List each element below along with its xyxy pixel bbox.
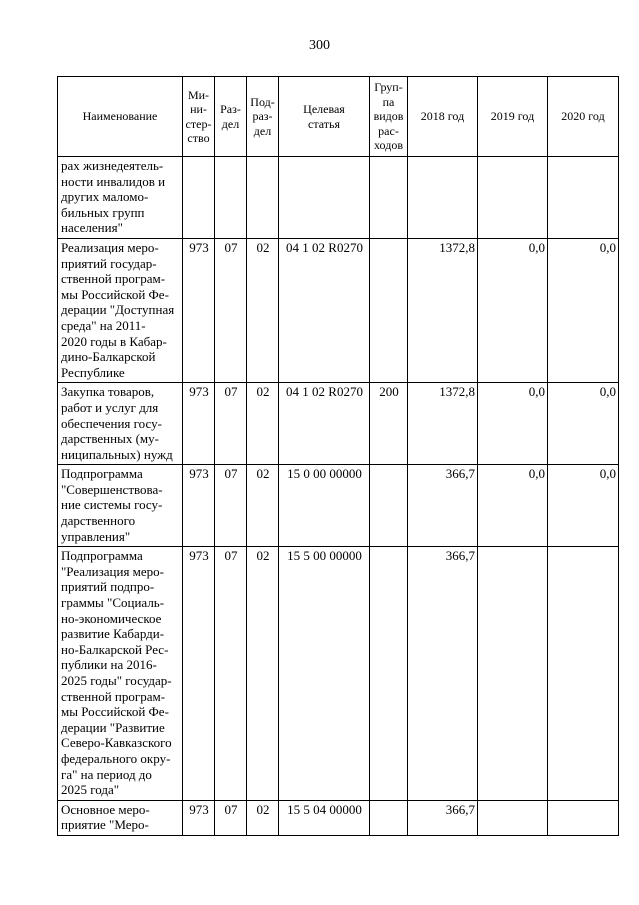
table-row bbox=[58, 547, 619, 801]
cell-2019: 0,0 bbox=[478, 465, 548, 547]
cell-target: 15 5 00 00000 bbox=[279, 547, 370, 801]
header-group: Груп- па видов рас- ходов bbox=[370, 77, 408, 157]
cell-group bbox=[370, 238, 408, 382]
cell-2019: 0,0 bbox=[478, 383, 548, 465]
cell-section: 07 bbox=[215, 238, 247, 382]
cell-subsection: 02 bbox=[247, 465, 279, 547]
cell-subsection: 02 bbox=[247, 547, 279, 801]
header-name: Наименование bbox=[58, 77, 183, 157]
header-2020: 2020 год bbox=[548, 77, 619, 157]
cell-section bbox=[215, 157, 247, 239]
cell-target: 15 0 00 00000 bbox=[279, 465, 370, 547]
header-row bbox=[58, 77, 619, 157]
budget-table bbox=[57, 76, 619, 836]
header-ministry: Ми- ни- стер- ство bbox=[183, 77, 215, 157]
cell-subsection: 02 bbox=[247, 800, 279, 835]
cell-2019 bbox=[478, 547, 548, 801]
cell-subsection bbox=[247, 157, 279, 239]
cell-section: 07 bbox=[215, 800, 247, 835]
cell-group bbox=[370, 547, 408, 801]
cell-2018: 366,7 bbox=[408, 547, 478, 801]
cell-2020: 0,0 bbox=[548, 238, 619, 382]
cell-2018: 366,7 bbox=[408, 800, 478, 835]
cell-target: 04 1 02 R0270 bbox=[279, 383, 370, 465]
cell-ministry: 973 bbox=[183, 383, 215, 465]
table-row bbox=[58, 157, 619, 239]
cell-ministry: 973 bbox=[183, 238, 215, 382]
cell-ministry: 973 bbox=[183, 800, 215, 835]
cell-ministry bbox=[183, 157, 215, 239]
cell-2018 bbox=[408, 157, 478, 239]
page-number: 300 bbox=[309, 38, 330, 53]
cell-section: 07 bbox=[215, 547, 247, 801]
cell-2018: 1372,8 bbox=[408, 238, 478, 382]
cell-ministry: 973 bbox=[183, 465, 215, 547]
cell-subsection: 02 bbox=[247, 238, 279, 382]
table-row bbox=[58, 383, 619, 465]
cell-section: 07 bbox=[215, 383, 247, 465]
cell-2020 bbox=[548, 547, 619, 801]
cell-group bbox=[370, 157, 408, 239]
cell-name: Подпрограмма "Совершенствова- ние системы госу- дарственного управления" bbox=[58, 465, 183, 547]
cell-subsection: 02 bbox=[247, 383, 279, 465]
cell-ministry: 973 bbox=[183, 547, 215, 801]
table-row bbox=[58, 238, 619, 382]
table-row bbox=[58, 465, 619, 547]
cell-target: 15 5 04 00000 bbox=[279, 800, 370, 835]
cell-2019 bbox=[478, 157, 548, 239]
cell-2019: 0,0 bbox=[478, 238, 548, 382]
cell-name: Закупка товаров, работ и услуг для обеспечения госу- дарственных (му- ниципальных) нужд bbox=[58, 383, 183, 465]
header-2019: 2019 год bbox=[478, 77, 548, 157]
cell-2019 bbox=[478, 800, 548, 835]
cell-target: 04 1 02 R0270 bbox=[279, 238, 370, 382]
header-subsection: Под- раз- дел bbox=[247, 77, 279, 157]
header-2018: 2018 год bbox=[408, 77, 478, 157]
cell-2020: 0,0 bbox=[548, 383, 619, 465]
cell-name: рах жизнедеятель- ности инвалидов и других маломо- бильных групп населения" bbox=[58, 157, 183, 239]
cell-2018: 1372,8 bbox=[408, 383, 478, 465]
cell-2020: 0,0 bbox=[548, 465, 619, 547]
cell-2020 bbox=[548, 157, 619, 239]
cell-name: Основное меро- приятие "Меро- bbox=[58, 800, 183, 835]
cell-group bbox=[370, 465, 408, 547]
cell-group: 200 bbox=[370, 383, 408, 465]
cell-2020 bbox=[548, 800, 619, 835]
header-section: Раз- дел bbox=[215, 77, 247, 157]
cell-name: Подпрограмма "Реализация меро- приятий подпро- граммы "Социаль- но-экономическое развитие Кабарди- но-Балкарской Рес- публики на 2016- 2025 годы" государ- ственной програм- мы Российской Фе- дерации "Развитие Северо-Кавказского федерального окру- га" на период до 2025 года" bbox=[58, 547, 183, 801]
cell-2018: 366,7 bbox=[408, 465, 478, 547]
table-row bbox=[58, 800, 619, 835]
header-target: Целевая статья bbox=[279, 77, 370, 157]
cell-target bbox=[279, 157, 370, 239]
cell-section: 07 bbox=[215, 465, 247, 547]
cell-group bbox=[370, 800, 408, 835]
cell-name: Реализация меро- приятий государ- ственной програм- мы Российской Фе- дерации "Доступная среда" на 2011- 2020 годы в Кабар- дино-Балкарской Республике bbox=[58, 238, 183, 382]
